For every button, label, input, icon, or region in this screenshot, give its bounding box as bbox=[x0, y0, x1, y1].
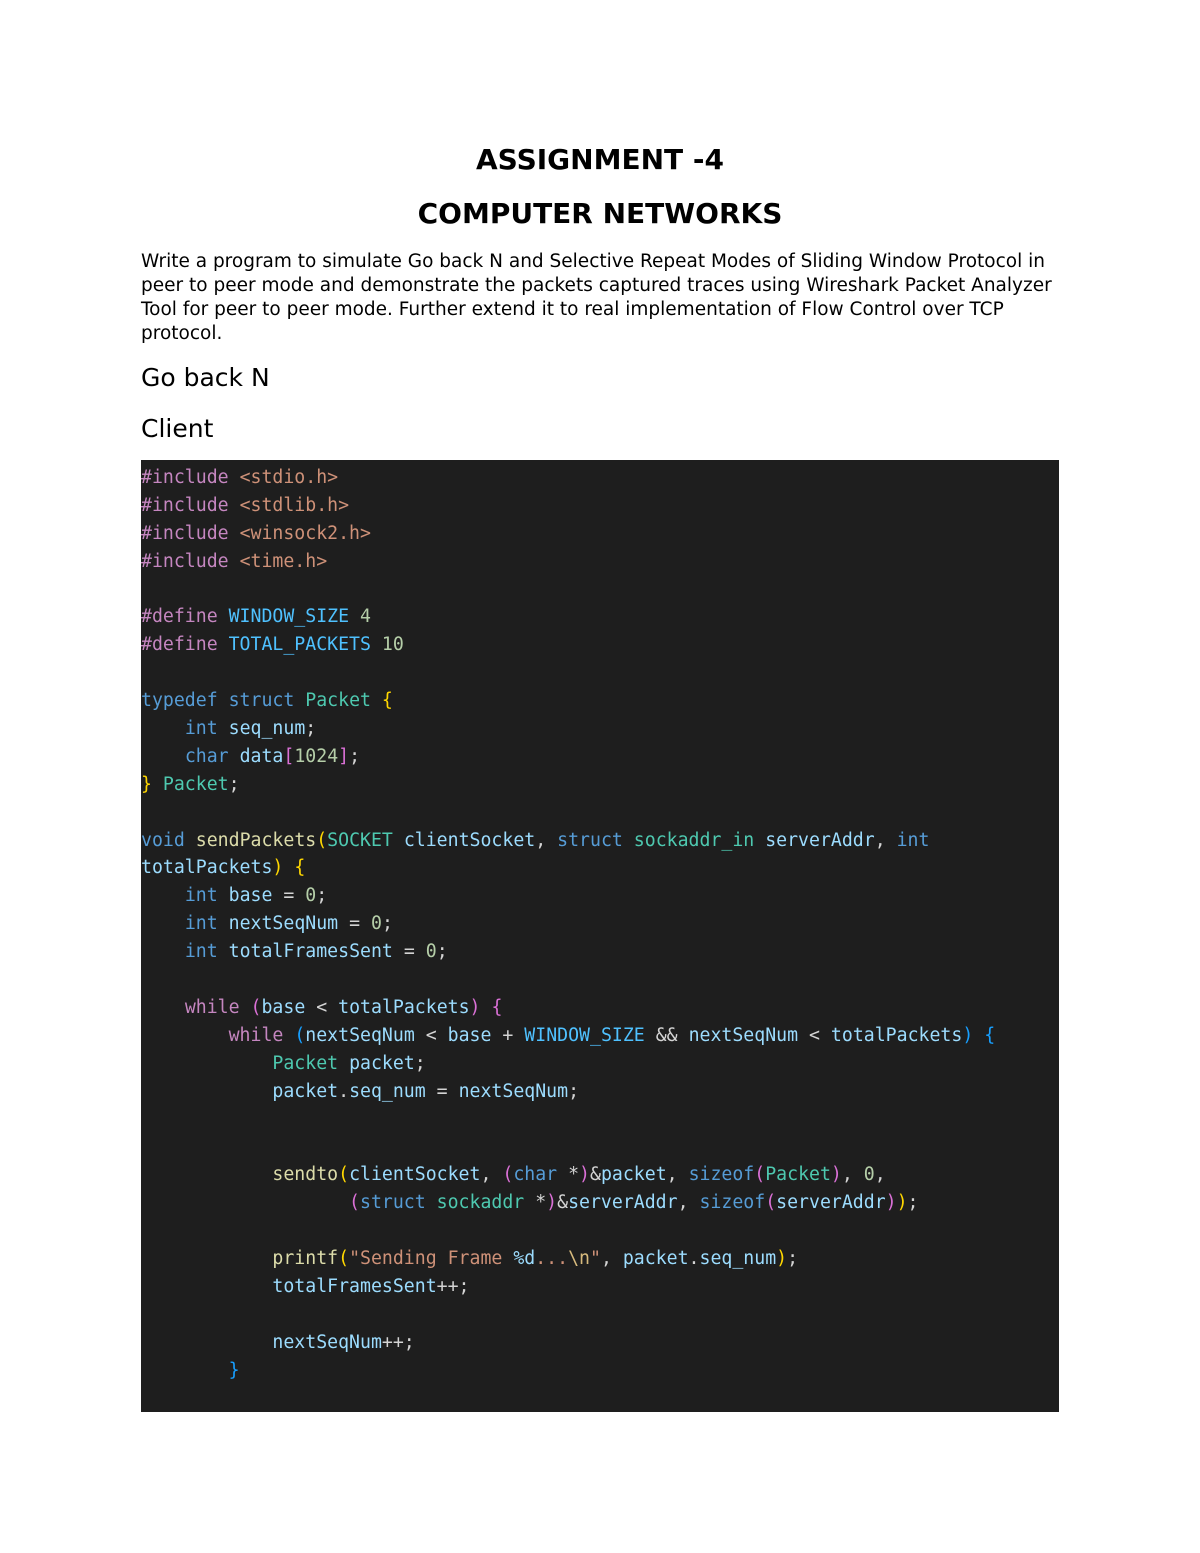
code-token bbox=[141, 1025, 229, 1046]
code-token bbox=[229, 495, 240, 516]
code-line bbox=[141, 882, 1059, 910]
code-token: . bbox=[338, 1080, 350, 1102]
code-token bbox=[229, 746, 240, 767]
code-line bbox=[141, 464, 1059, 492]
code-token: struct bbox=[360, 1192, 426, 1214]
code-line bbox=[141, 687, 1059, 715]
code-token: ; bbox=[787, 1247, 799, 1269]
code-token: int bbox=[184, 885, 218, 907]
code-token: base bbox=[228, 885, 273, 907]
code-token bbox=[141, 885, 185, 906]
code-token: packet bbox=[600, 1164, 667, 1186]
code-token: ; bbox=[568, 1080, 580, 1102]
code-token: , bbox=[600, 1247, 623, 1269]
code-token: base bbox=[261, 996, 306, 1018]
code-token: . bbox=[688, 1247, 700, 1269]
code-token: ( bbox=[250, 996, 262, 1018]
code-line bbox=[141, 1245, 1059, 1273]
code-token: + bbox=[491, 1024, 525, 1046]
code-token: , bbox=[535, 829, 558, 851]
code-token: struct bbox=[557, 829, 623, 851]
code-token: char bbox=[513, 1164, 558, 1186]
code-token: , bbox=[677, 1192, 700, 1214]
code-token: <stdio.h> bbox=[239, 467, 339, 488]
code-token: ; bbox=[305, 718, 317, 740]
code-token bbox=[218, 718, 229, 739]
code-token: " bbox=[589, 1247, 601, 1269]
code-token: ( bbox=[294, 1024, 306, 1046]
code-line bbox=[141, 966, 1059, 994]
code-line bbox=[141, 1105, 1059, 1133]
code-token bbox=[141, 718, 185, 739]
code-token bbox=[141, 1332, 272, 1353]
code-line bbox=[141, 1133, 1059, 1161]
code-token: sendPackets bbox=[195, 829, 317, 851]
code-token: printf bbox=[272, 1247, 339, 1269]
code-token: ( bbox=[765, 1192, 777, 1214]
code-block bbox=[141, 460, 1059, 1412]
code-line bbox=[141, 743, 1059, 771]
code-line bbox=[141, 520, 1059, 548]
code-token bbox=[141, 913, 185, 934]
code-token: \n bbox=[568, 1247, 590, 1269]
code-token: 10 bbox=[381, 634, 404, 656]
code-token: totalFramesSent bbox=[272, 1275, 437, 1297]
code-token: sendto bbox=[272, 1164, 339, 1186]
code-token bbox=[185, 830, 196, 851]
code-token: packet bbox=[349, 1052, 415, 1074]
code-token: ) bbox=[830, 1164, 842, 1186]
code-line bbox=[141, 1189, 1059, 1217]
code-token: = bbox=[272, 885, 306, 907]
code-token: ; bbox=[436, 941, 448, 963]
code-token bbox=[754, 830, 765, 851]
code-token: ) bbox=[272, 857, 284, 879]
code-token: #define bbox=[141, 606, 218, 628]
code-token: ] bbox=[338, 745, 350, 767]
code-line bbox=[141, 659, 1059, 687]
subsection-heading: Client bbox=[141, 414, 214, 443]
code-token: Packet bbox=[765, 1164, 831, 1186]
code-token bbox=[218, 606, 229, 627]
code-token bbox=[141, 941, 185, 962]
code-token bbox=[218, 941, 229, 962]
code-token: <winsock2.h> bbox=[239, 522, 371, 544]
code-token: #include bbox=[141, 522, 229, 544]
code-token bbox=[141, 1276, 272, 1297]
code-token: , bbox=[666, 1164, 689, 1186]
code-token bbox=[393, 830, 404, 851]
code-line bbox=[141, 910, 1059, 938]
code-token: ) bbox=[469, 996, 481, 1018]
code-token bbox=[141, 1360, 229, 1381]
course-title: COMPUTER NETWORKS bbox=[417, 197, 783, 230]
code-token: #define bbox=[141, 634, 218, 656]
code-token: 0 bbox=[863, 1164, 875, 1186]
assignment-description: Write a program to simulate Go back N and Selective Repeat Modes of Sliding Window Protocol in peer to peer mode and demonstrate the packets captured traces using Wireshark Packet Analyzer Tool for peer to peer mode. Further extend it to real implementation of Flow Control over TCP protocol. bbox=[141, 251, 1052, 344]
code-line bbox=[141, 1022, 1059, 1050]
code-token bbox=[623, 830, 634, 851]
code-token: , bbox=[480, 1164, 503, 1186]
code-token: ) bbox=[579, 1164, 590, 1186]
code-token: ( bbox=[349, 1192, 360, 1214]
code-token: nextSeqNum bbox=[305, 1024, 415, 1046]
code-token: & bbox=[590, 1164, 601, 1186]
code-token: ) bbox=[776, 1247, 788, 1269]
code-token: #include bbox=[141, 494, 229, 516]
section-heading: Go back N bbox=[141, 363, 270, 392]
code-token: Packet bbox=[162, 773, 229, 795]
code-token bbox=[141, 746, 185, 767]
code-line bbox=[141, 938, 1059, 966]
code-token: & bbox=[557, 1192, 569, 1214]
code-token: totalFramesSent bbox=[228, 941, 393, 963]
code-token bbox=[371, 690, 382, 711]
code-token bbox=[973, 1025, 984, 1046]
code-token: char bbox=[184, 745, 229, 767]
code-token bbox=[141, 1192, 349, 1213]
code-token: SOCKET bbox=[327, 829, 393, 851]
assignment-title: ASSIGNMENT -4 bbox=[476, 143, 724, 176]
code-token bbox=[426, 1192, 437, 1213]
code-token: * bbox=[524, 1192, 547, 1214]
code-token bbox=[141, 1053, 272, 1074]
code-token bbox=[349, 606, 360, 627]
code-token: serverAddr bbox=[776, 1192, 886, 1214]
code-token: #include bbox=[141, 550, 229, 572]
code-line bbox=[141, 1161, 1059, 1189]
code-token: ++; bbox=[381, 1331, 415, 1353]
code-token: nextSeqNum bbox=[228, 913, 339, 935]
code-token: } bbox=[228, 1359, 240, 1381]
code-token: sockaddr bbox=[436, 1192, 525, 1214]
code-token: ; bbox=[349, 745, 361, 767]
code-line bbox=[141, 1050, 1059, 1078]
code-token: base bbox=[447, 1024, 492, 1046]
code-token: WINDOW_SIZE bbox=[228, 606, 350, 628]
code-token: ; bbox=[414, 1052, 426, 1074]
code-token: ( bbox=[338, 1247, 350, 1269]
code-token bbox=[338, 1053, 349, 1074]
code-line bbox=[141, 576, 1059, 604]
code-token bbox=[218, 913, 229, 934]
code-token bbox=[229, 551, 240, 572]
code-token: "Sending Frame bbox=[349, 1247, 514, 1269]
code-token: , bbox=[874, 829, 897, 851]
code-token: { bbox=[491, 996, 503, 1018]
code-token: ++; bbox=[436, 1275, 470, 1297]
code-token: { bbox=[381, 690, 393, 712]
code-token: ) bbox=[546, 1192, 558, 1214]
code-token: data bbox=[239, 745, 284, 767]
code-token: clientSocket bbox=[349, 1164, 481, 1186]
code-token: < bbox=[414, 1024, 448, 1046]
code-token: { bbox=[984, 1024, 996, 1046]
code-token: Packet bbox=[272, 1052, 339, 1074]
code-token: ; bbox=[907, 1192, 919, 1214]
code-line bbox=[141, 1217, 1059, 1245]
code-token: seq_num bbox=[228, 718, 306, 740]
code-token: int bbox=[184, 913, 218, 935]
code-line bbox=[141, 715, 1059, 743]
code-token: ( bbox=[754, 1164, 766, 1186]
code-token: int bbox=[184, 941, 218, 963]
code-line bbox=[141, 1273, 1059, 1301]
code-line bbox=[141, 631, 1059, 659]
code-line bbox=[141, 771, 1059, 799]
code-token: ) bbox=[962, 1024, 974, 1046]
code-line bbox=[141, 799, 1059, 827]
code-token bbox=[218, 885, 229, 906]
code-token: 0 bbox=[305, 885, 317, 907]
code-token: nextSeqNum bbox=[688, 1024, 799, 1046]
code-line bbox=[141, 603, 1059, 631]
code-token bbox=[152, 774, 163, 795]
code-token: = bbox=[425, 1080, 459, 1102]
code-token: sockaddr_in bbox=[633, 829, 755, 851]
code-token: 0 bbox=[425, 941, 437, 963]
code-token bbox=[229, 467, 240, 488]
code-token: while bbox=[184, 996, 240, 1018]
code-token: sizeof bbox=[688, 1164, 755, 1186]
code-token: <stdlib.h> bbox=[239, 494, 350, 516]
code-token: sizeof bbox=[699, 1192, 766, 1214]
code-token: nextSeqNum bbox=[272, 1331, 382, 1353]
code-token: { bbox=[294, 857, 306, 879]
code-line bbox=[141, 1329, 1059, 1357]
code-line bbox=[141, 1078, 1059, 1106]
code-line bbox=[141, 548, 1059, 576]
code-token: totalPackets bbox=[141, 857, 273, 879]
code-token: WINDOW_SIZE bbox=[524, 1024, 645, 1046]
code-token: packet bbox=[622, 1247, 689, 1269]
code-token: clientSocket bbox=[403, 829, 536, 851]
code-token bbox=[141, 997, 185, 1018]
code-token: void bbox=[141, 829, 185, 851]
code-token bbox=[294, 690, 305, 711]
code-token: struct bbox=[228, 690, 295, 712]
code-token bbox=[229, 523, 240, 544]
code-token: nextSeqNum bbox=[458, 1080, 569, 1102]
code-token: ) bbox=[896, 1192, 908, 1214]
code-token: 1024 bbox=[294, 745, 339, 767]
code-token: ( bbox=[316, 829, 328, 851]
code-token: serverAddr bbox=[765, 829, 875, 851]
code-line bbox=[141, 1301, 1059, 1329]
code-token bbox=[283, 1025, 294, 1046]
code-token: seq_num bbox=[349, 1080, 426, 1102]
code-token: 0 bbox=[370, 913, 382, 935]
code-token bbox=[141, 1248, 272, 1269]
code-line bbox=[141, 1357, 1059, 1385]
code-token bbox=[141, 1081, 272, 1102]
code-token: } bbox=[141, 773, 152, 795]
code-token: serverAddr bbox=[568, 1192, 678, 1214]
code-token: TOTAL_PACKETS bbox=[228, 634, 371, 656]
code-token: , bbox=[874, 1164, 886, 1186]
code-token: int bbox=[896, 829, 930, 851]
code-token: typedef bbox=[141, 690, 218, 712]
code-token bbox=[218, 690, 229, 711]
code-token: ( bbox=[338, 1164, 350, 1186]
code-token: = bbox=[338, 913, 371, 935]
code-token: ; bbox=[228, 773, 240, 795]
code-token: #include bbox=[141, 467, 229, 488]
code-token: ) bbox=[885, 1192, 897, 1214]
code-token bbox=[141, 1164, 272, 1185]
code-token: && bbox=[644, 1024, 689, 1046]
code-token bbox=[218, 634, 229, 655]
code-token: < bbox=[798, 1024, 831, 1046]
code-token: ( bbox=[502, 1164, 514, 1186]
code-token: %d bbox=[513, 1247, 536, 1269]
code-line bbox=[141, 492, 1059, 520]
code-token bbox=[481, 997, 492, 1018]
code-token: ; bbox=[316, 885, 328, 907]
code-token: 4 bbox=[360, 606, 371, 628]
code-token: [ bbox=[283, 745, 295, 767]
code-token: <time.h> bbox=[239, 550, 328, 572]
code-token: totalPackets bbox=[830, 1024, 963, 1046]
code-token: = bbox=[392, 941, 426, 963]
code-token: totalPackets bbox=[338, 996, 470, 1018]
code-line bbox=[141, 994, 1059, 1022]
code-token: int bbox=[184, 718, 218, 740]
code-token: packet bbox=[272, 1080, 339, 1102]
code-line bbox=[141, 854, 1059, 882]
code-token bbox=[240, 997, 251, 1018]
code-token: ; bbox=[381, 913, 393, 935]
code-token bbox=[371, 634, 382, 655]
code-token: ... bbox=[535, 1247, 569, 1269]
code-token: < bbox=[305, 996, 339, 1018]
code-token: , bbox=[841, 1164, 864, 1186]
code-token: Packet bbox=[305, 690, 371, 712]
code-token bbox=[283, 857, 294, 878]
code-token: seq_num bbox=[699, 1247, 777, 1269]
code-token: * bbox=[557, 1164, 580, 1186]
code-line bbox=[141, 827, 1059, 855]
code-token: while bbox=[228, 1024, 284, 1046]
